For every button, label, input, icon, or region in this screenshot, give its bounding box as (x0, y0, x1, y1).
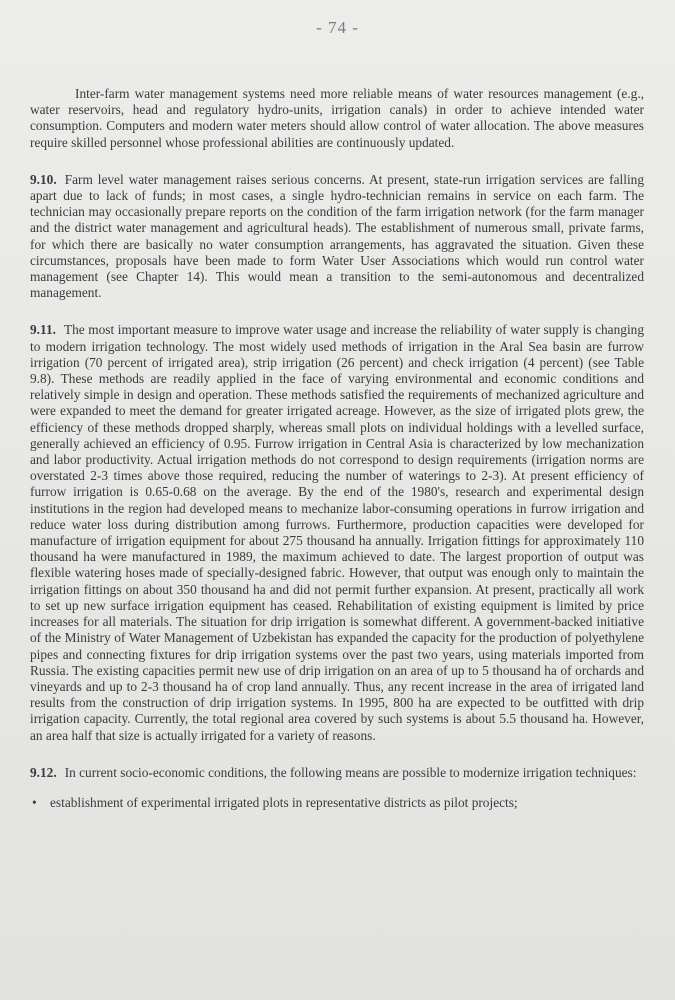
paragraph-text: Farm level water management raises serious concerns. At present, state-run irrigation services are falling apart due to lack of funds; in most cases, a single hydro-technician remains in service on each farm. The technician may occasionally prepare reports on the condition of the farm irrigation network (for the farm manager and the district water management and agricultural heads). The establishment of numerous small, private farms, for which there are basically no water consumption arrangements, has aggravated the situation. Given these circumstances, proposals have been made to form Water User Associations which would run control water management (see Chapter 14). This would mean a transition to the semi-autonomous and decentralized management. (30, 171, 644, 301)
paragraph-number: 9.11. (30, 322, 56, 338)
paragraph-text: The most important measure to improve water usage and increase the reliability of water supply is changing to modern irrigation technology. The most widely used methods of irrigation in the Aral Sea basin are furrow irrigation (70 percent of irrigated area), strip irrigation (26 percent) and check irrigation (4 percent) (see Table 9.8). These methods are readily applied in the face of varying environmental and economic conditions and relatively simple in design and operation. These methods satisfied the requirements of mechanized agriculture and were expanded to meet the demand for greater irrigated acreage. However, as the size of irrigated plots grew, the efficiency of these methods dropped sharply, whereas small plots on individual holdings with a levelled surface, generally achieved an efficiency of 0.95. Furrow irrigation in Central Asia is characterized by low mechanization and labor productivity. Actual irrigation methods do not correspond to design requirements (irrigation norms are overstated 2-3 times above those required, reducing the number of waterings to 2-3). At present efficiency of furrow irrigation is 0.65-0.68 on the average. By the end of the 1980's, research and experimental design institutions in the region had developed means to mechanize labor-consuming operations in furrow irrigation and reduce water loss during distribution among furrows. Furthermore, production capacities were developed for manufacture of irrigation equipment for about 275 thousand ha annually. Irrigation fittings for approximately 110 thousand ha were manufactured in 1989, the maximum achieved to date. The largest proportion of output was flexible watering hoses made of specially-designed fabric. However, that output was enough only to maintain the irrigation fittings on about 350 thousand ha and did not permit further expansion. At present, practically all work to set up new surface irrigation equipment has ceased. Rehabilitation of existing equipment is limited by price increases for all materials. The situation for drip irrigation is somewhat different. A government-backed initiative of the Ministry of Water Management of Uzbekistan has expanded the capacity for the production of polyethylene pipes and connecting fixtures for drip irrigation systems over the past two years, using materials imported from Russia. The existing capacities permit new use of drip irrigation on an area of up to 5 thousand ha of orchards and vineyards and up to 2-3 thousand ha of crop land annually. Thus, any recent increase in the area of irrigated land results from the construction of drip irrigation systems. In 1995, 800 ha are expected to be outfitted with drip irrigation capacity. Currently, the total regional area covered by such systems is about 5.5 thousand ha. However, an area half that size is actually irrigated for a variety of reasons. (30, 322, 644, 743)
list-item-text: establishment of experimental irrigated plots in representative districts as pilot projects; (50, 794, 518, 810)
page-number: - 74 - (316, 18, 359, 37)
paragraph-9-10 (30, 172, 644, 302)
paragraph-number: 9.10. (30, 171, 57, 187)
paragraph-intro (30, 86, 644, 151)
paragraph-text: In current socio-economic conditions, the following means are possible to modernize irrigation techniques: (64, 764, 637, 780)
paragraph-text: Inter-farm water management systems need more reliable means of water resources management (e.g., water reservoirs, head and regulatory hydro-units, irrigation canals) in order to achieve intended water consumption. Computers and modern water meters should allow control of water allocation. The above measures require skilled personnel whose professional abilities are continuously updated. (30, 86, 644, 150)
paragraph-9-11 (30, 322, 644, 743)
bullet-icon: • (32, 794, 37, 810)
paragraph-9-12 (30, 765, 644, 781)
bullet-list (30, 795, 644, 811)
list-item (30, 795, 644, 811)
paragraph-number: 9.12. (30, 764, 57, 780)
document-body (30, 86, 644, 811)
